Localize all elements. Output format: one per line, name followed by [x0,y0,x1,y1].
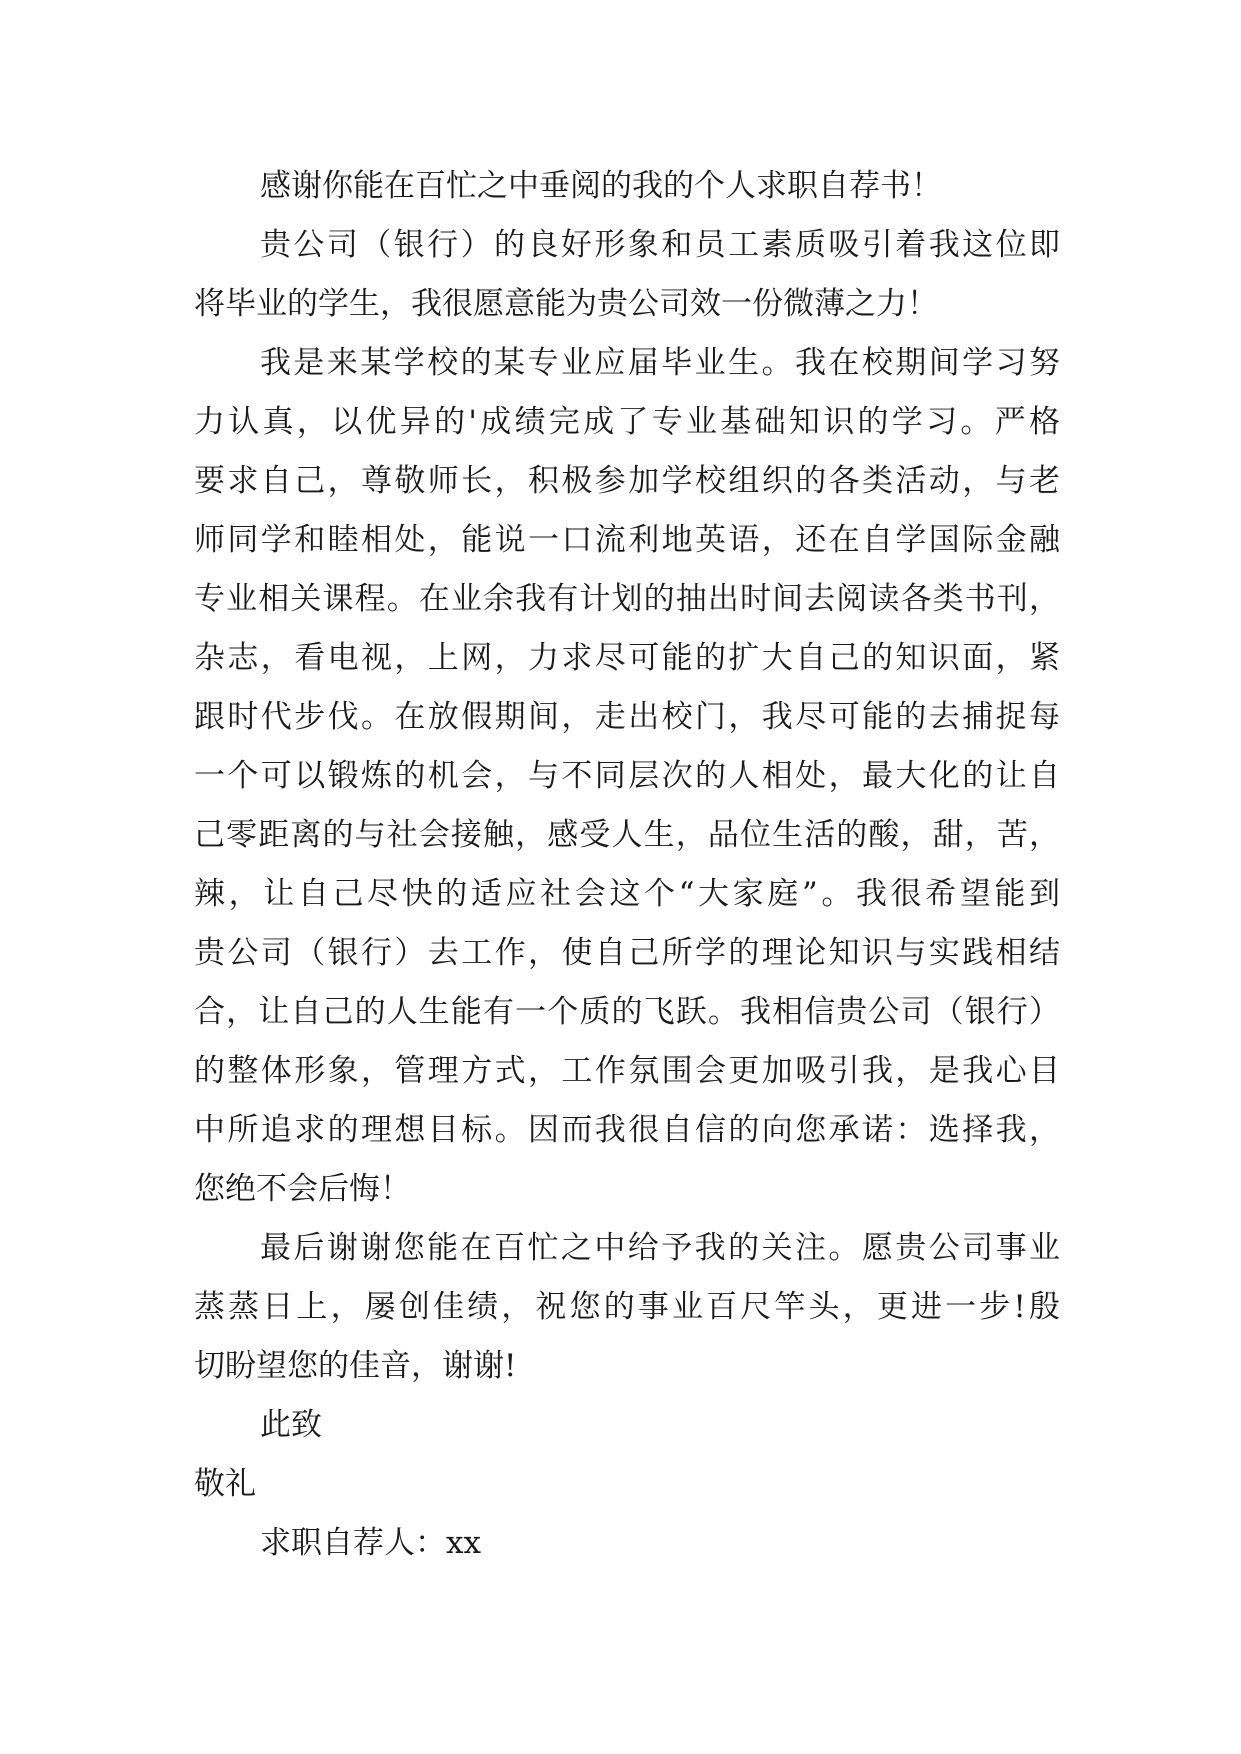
paragraph-line: 的整体形象，管理方式，工作氛围会更加吸引我，是我心目 [194,1053,1060,1089]
paragraph-line: 杂志，看电视，上网，力求尽可能的扩大自己的知识面，紧 [194,640,1060,676]
paragraph-line: 辣，让自己尽快的适应社会这个“大家庭”。我很希望能到 [194,876,1060,912]
paragraph-line: 感谢你能在百忙之中垂阅的我的个人求职自荐书！ [260,168,942,204]
paragraph-line: 己零距离的与社会接触，感受人生，品位生活的酸，甜，苦， [194,817,1060,853]
letter-body [194,157,1060,1573]
paragraph-closing-wishes [194,1219,1060,1396]
paragraph-line: 贵公司（银行）去工作，使自己所学的理论知识与实践相结 [194,935,1060,971]
paragraph-line: 跟时代步伐。在放假期间，走出校门，我尽可能的去捕捉每 [194,699,1060,735]
paragraph-line: 师同学和睦相处，能说一口流利地英语，还在自学国际金融 [194,522,1060,558]
paragraph-interest [194,216,1060,334]
paragraph-line: 一个可以锻炼的机会，与不同层次的人相处，最大化的让自 [194,758,1060,794]
paragraph-thanks [194,157,1060,216]
paragraph-line: 切盼望您的佳音，谢谢! [194,1348,517,1384]
paragraph-line: 贵公司（银行）的良好形象和员工素质吸引着我这位即 [260,227,1060,263]
paragraph-self-introduction [194,334,1060,1219]
salutation-line: 敬礼 [194,1466,256,1502]
signature-line: 求职自荐人：xx [260,1525,481,1561]
paragraph-line: 蒸蒸日上，屡创佳绩，祝您的事业百尺竿头，更进一步!殷 [194,1289,1060,1325]
paragraph-line: 最后谢谢您能在百忙之中给予我的关注。愿贵公司事业 [260,1230,1060,1266]
closing-line: 此致 [260,1407,322,1443]
paragraph-line: 力认真，以优异的'成绩完成了专业基础知识的学习。严格 [194,404,1060,440]
paragraph-line: 专业相关课程。在业余我有计划的抽出时间去阅读各类书刊， [194,581,1060,617]
paragraph-line: 将毕业的学生，我很愿意能为贵公司效一份微薄之力！ [194,286,938,322]
paragraph-line: 要求自己，尊敬师长，积极参加学校组织的各类活动，与老 [194,463,1060,499]
paragraph-line: 中所追求的理想目标。因而我很自信的向您承诺：选择我， [194,1112,1060,1148]
paragraph-line: 我是来某学校的某专业应届毕业生。我在校期间学习努 [260,345,1060,381]
paragraph-line: 您绝不会后悔！ [194,1171,411,1207]
paragraph-line: 合，让自己的人生能有一个质的飞跃。我相信贵公司（银行） [194,994,1060,1030]
